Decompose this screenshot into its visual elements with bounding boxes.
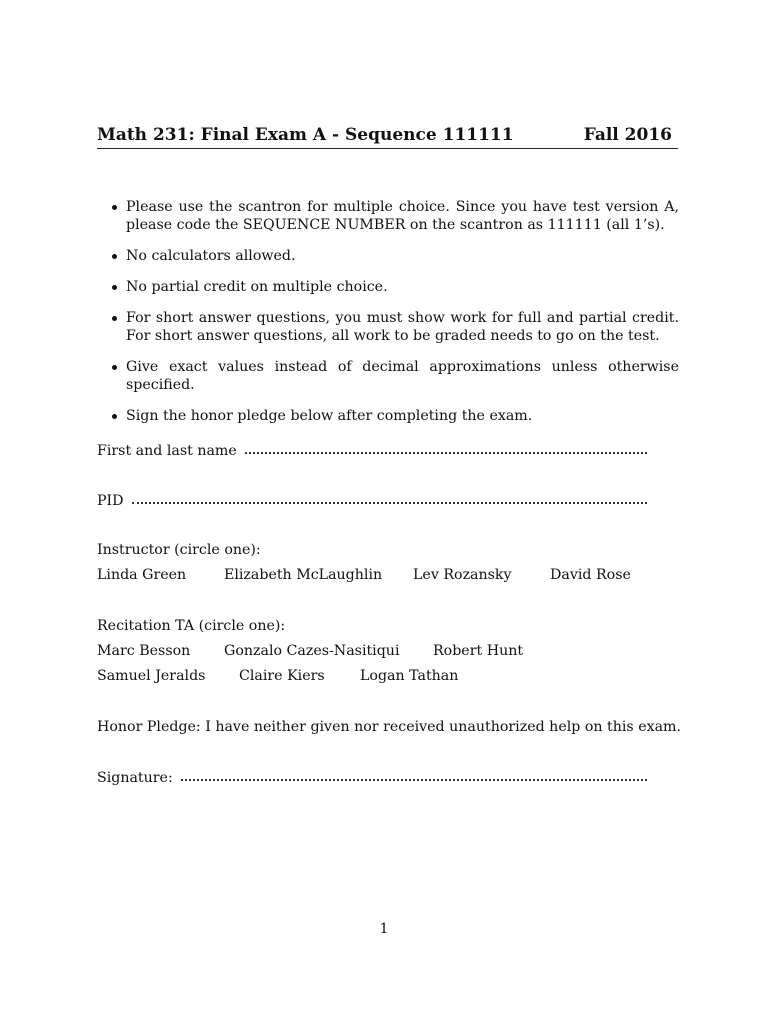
name-field[interactable] — [97, 441, 647, 460]
name-fill-line[interactable] — [245, 440, 647, 454]
bullet-icon — [112, 414, 117, 419]
bullet-icon — [112, 205, 117, 210]
honor-pledge: Honor Pledge: I have neither given nor received unauthorized help on this exam. — [97, 719, 682, 735]
instruction-item — [97, 407, 679, 425]
ta-option[interactable]: Logan Tathan — [360, 668, 459, 684]
bullet-icon — [112, 254, 117, 259]
instruction-text: Please use the scantron for multiple choice. Since you have test version A, please code the SEQUENCE NUMBER on the scantron as 111111 (all 1’s). — [126, 199, 679, 233]
pid-label: PID — [97, 493, 124, 509]
name-label: First and last name — [97, 443, 237, 459]
instruction-text: Sign the honor pledge below after completing the exam. — [126, 408, 533, 424]
instruction-text: No calculators allowed. — [126, 248, 296, 264]
bullet-icon — [112, 365, 117, 370]
exam-header — [97, 124, 678, 149]
exam-term: Fall 2016 — [583, 125, 672, 145]
pid-fill-line[interactable] — [132, 490, 647, 504]
bullet-icon — [112, 316, 117, 321]
ta-option[interactable]: Robert Hunt — [433, 643, 524, 659]
recitation-label: Recitation TA (circle one): — [97, 618, 286, 634]
signature-fill-line[interactable] — [181, 767, 647, 781]
exam-title: Math 231: Final Exam A - Sequence 111111 — [97, 125, 514, 145]
pid-field[interactable] — [97, 491, 647, 510]
instruction-item — [97, 309, 679, 345]
instruction-text: Give exact values instead of decimal approximations unless otherwise specified. — [126, 359, 679, 393]
instructor-option[interactable]: David Rose — [550, 567, 631, 583]
bullet-icon — [112, 285, 117, 290]
instruction-text: For short answer questions, you must show work for full and partial credit. For short answer questions, all work to be graded needs to go on the test. — [126, 310, 679, 344]
instructions-list — [97, 198, 679, 438]
signature-label: Signature: — [97, 770, 173, 786]
instructor-option[interactable]: Lev Rozansky — [413, 567, 512, 583]
ta-option[interactable]: Samuel Jeralds — [97, 668, 206, 684]
instructor-option[interactable]: Linda Green — [97, 567, 187, 583]
instruction-item — [97, 198, 679, 234]
instruction-item — [97, 278, 679, 296]
ta-option[interactable]: Marc Besson — [97, 643, 191, 659]
instructor-option[interactable]: Elizabeth McLaughlin — [224, 567, 383, 583]
instructor-label: Instructor (circle one): — [97, 542, 261, 558]
instruction-item — [97, 247, 679, 265]
page-number: 1 — [379, 921, 389, 937]
ta-option[interactable]: Gonzalo Cazes-Nasitiqui — [224, 643, 400, 659]
instruction-text: No partial credit on multiple choice. — [126, 279, 388, 295]
ta-option[interactable]: Claire Kiers — [239, 668, 325, 684]
signature-field[interactable] — [97, 768, 647, 787]
instruction-item — [97, 358, 679, 394]
